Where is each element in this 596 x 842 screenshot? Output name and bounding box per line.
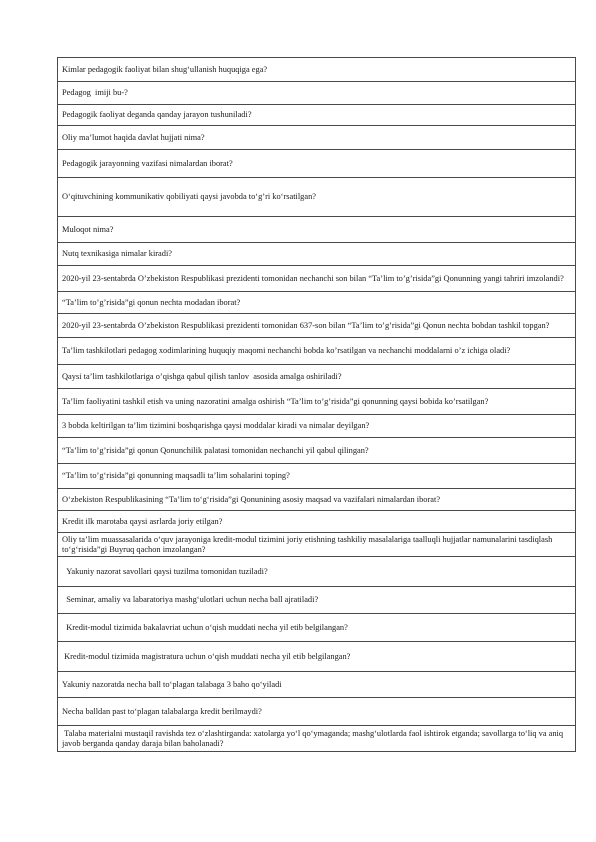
question-cell: Kredit ilk marotaba qaysi asrlarda joriy etilgan? (58, 511, 576, 533)
question-cell: 2020-yil 23-sentabrda O’zbekiston Respublikasi prezidenti tomonidan nechanchi son bilan “Ta’lim to’g’risida”gi Qonunning yangi tahriri imzolandi? (58, 266, 576, 292)
question-cell: Yakuniy nazorat savollari qaysi tuzilma tomonidan tuziladi? (58, 557, 576, 587)
table-row (58, 243, 576, 266)
question-cell: “Ta’lim to’g’risida”gi qonun nechta modadan iborat? (58, 292, 576, 314)
question-cell: Kredit-modul tizimida bakalavriat uchun o‘qish muddati necha yil etib belgilangan? (58, 614, 576, 642)
table-row (58, 126, 576, 150)
questions-table (57, 57, 576, 752)
question-cell: Pedagog imiji bu-? (58, 82, 576, 105)
table-row (58, 642, 576, 672)
table-row (58, 726, 576, 752)
table-row (58, 557, 576, 587)
table-row (58, 489, 576, 511)
table-row (58, 389, 576, 415)
table-row (58, 150, 576, 178)
question-cell: “Ta’lim to’g’risida”gi qonun Qonunchilik palatasi tomonidan nechanchi yil qabul qilingan? (58, 438, 576, 464)
table-row (58, 58, 576, 82)
question-cell: Nutq texnikasiga nimalar kiradi? (58, 243, 576, 266)
question-cell: Ta’lim faoliyatini tashkil etish va uning nazoratini amalga oshirish “Ta’lim to’g’risida”gi qonunning qaysi bobida ko’rsatilgan? (58, 389, 576, 415)
table-row (58, 178, 576, 217)
document-page (57, 57, 576, 752)
table-row (58, 614, 576, 642)
question-cell: Necha balldan past to‘plagan talabalarga kredit berilmaydi? (58, 698, 576, 726)
table-row (58, 698, 576, 726)
question-cell: Kimlar pedagogik faoliyat bilan shug‘ullanish huquqiga ega? (58, 58, 576, 82)
question-cell: Muloqot nima? (58, 217, 576, 243)
question-cell: Oliy ta’lim muassasalarida o‘quv jarayoniga kredit-modul tizimini joriy etishning tashkiliy masalalariga taalluqli hujjatlar namunalarini tasdiqlash to‘g‘risida”gi Buyruq qachon imzolangan? (58, 533, 576, 557)
table-row (58, 438, 576, 464)
table-row (58, 587, 576, 614)
question-cell: Kredit-modul tizimida magistratura uchun o‘qish muddati necha yil etib belgilangan? (58, 642, 576, 672)
question-cell: Yakuniy nazoratda necha ball to‘plagan talabaga 3 baho qo‘yiladi (58, 672, 576, 698)
question-cell: O‘zbekiston Respublikasining “Ta’lim to‘g‘risida”gi Qonunining asosiy maqsad va vazifalari nimalardan iborat? (58, 489, 576, 511)
question-cell: Qaysi ta’lim tashkilotlariga o’qishga qabul qilish tanlov asosida amalga oshiriladi? (58, 365, 576, 389)
table-row (58, 464, 576, 489)
table-row (58, 82, 576, 105)
question-cell: Pedagogik faoliyat deganda qanday jarayon tushuniladi? (58, 105, 576, 126)
question-cell: O‘qituvchining kommunikativ qobiliyati qaysi javobda to‘g’ri ko‘rsatilgan? (58, 178, 576, 217)
question-cell: Ta’lim tashkilotlari pedagog xodimlarining huquqiy maqomi nechanchi bobda ko’rsatilgan va nechanchi moddalarni o’z ichiga oladi? (58, 338, 576, 365)
question-cell: Pedagogik jarayonning vazifasi nimalardan iborat? (58, 150, 576, 178)
table-row (58, 533, 576, 557)
table-row (58, 511, 576, 533)
question-cell: 3 bobda keltirilgan ta’lim tizimini boshqarishga qaysi moddalar kiradi va nimalar deyilgan? (58, 415, 576, 438)
table-row (58, 415, 576, 438)
question-cell: “Ta’lim to’g‘risida”gi qonunning maqsadli ta’lim sohalarini toping? (58, 464, 576, 489)
question-cell: Oliy ma’lumot haqida davlat hujjati nima? (58, 126, 576, 150)
table-row (58, 266, 576, 292)
question-cell: Seminar, amaliy va labaratoriya mashg‘ulotlari uchun necha ball ajratiladi? (58, 587, 576, 614)
table-row (58, 365, 576, 389)
question-cell: 2020-yil 23-sentabrda O’zbekiston Respublikasi prezidenti tomonidan 637-son bilan “Ta’lim to’g’risida”gi Qonun nechta bobdan tashkil topgan? (58, 314, 576, 338)
question-cell: Talaba materialni mustaqil ravishda tez o‘zlashtirganda: xatolarga yo‘l qo‘ymaganda; mashg‘ulotlarda faol ishtirok etganda; savollarga to‘liq va aniq javob berganda qanday daraja bilan baholanadi? (58, 726, 576, 752)
table-row (58, 314, 576, 338)
table-row (58, 105, 576, 126)
table-row (58, 292, 576, 314)
table-row (58, 338, 576, 365)
table-row (58, 672, 576, 698)
table-row (58, 217, 576, 243)
questions-table-body (58, 58, 576, 752)
